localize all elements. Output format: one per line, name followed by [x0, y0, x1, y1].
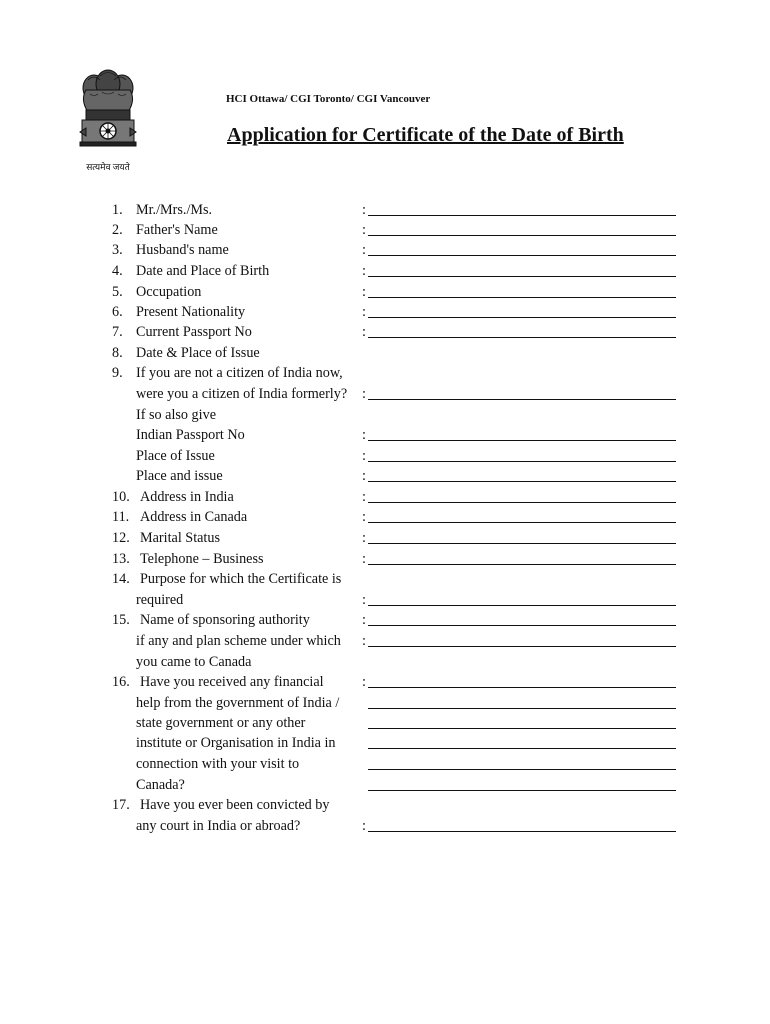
field-colon: : [362, 612, 366, 628]
answer-blank-line[interactable] [368, 461, 676, 462]
field-label: Date & Place of Issue [136, 345, 260, 361]
item-number: 1. [112, 202, 123, 218]
field-colon: : [362, 263, 366, 279]
field-label: if any and plan scheme under which [136, 633, 341, 649]
item-number: 17. [112, 797, 130, 813]
answer-blank-line[interactable] [368, 831, 676, 832]
field-colon: : [362, 674, 366, 690]
answer-blank-line[interactable] [368, 748, 676, 749]
answer-blank-line[interactable] [368, 625, 676, 626]
field-colon: : [362, 202, 366, 218]
answer-blank-line[interactable] [368, 502, 676, 503]
item-number: 5. [112, 284, 123, 300]
answer-blank-line[interactable] [368, 317, 676, 318]
field-label: Indian Passport No [136, 427, 245, 443]
field-label: Husband's name [136, 242, 229, 258]
field-label: Telephone – Business [140, 551, 264, 567]
office-header: HCI Ottawa/ CGI Toronto/ CGI Vancouver [226, 93, 431, 105]
answer-blank-line[interactable] [368, 481, 676, 482]
answer-blank-line[interactable] [368, 297, 676, 298]
national-emblem-icon [72, 68, 144, 174]
answer-blank-line[interactable] [368, 337, 676, 338]
item-number: 15. [112, 612, 130, 628]
field-label: Occupation [136, 284, 202, 300]
field-colon: : [362, 448, 366, 464]
answer-blank-line[interactable] [368, 646, 676, 647]
field-label: help from the government of India / [136, 695, 340, 711]
item-number: 4. [112, 263, 123, 279]
item-number: 10. [112, 489, 130, 505]
field-label: Place and issue [136, 468, 223, 484]
field-colon: : [362, 304, 366, 320]
item-number: 9. [112, 365, 123, 381]
field-label: Name of sponsoring authority [140, 612, 310, 628]
item-number: 14. [112, 571, 130, 587]
item-number: 13. [112, 551, 130, 567]
field-colon: : [362, 818, 366, 834]
field-colon: : [362, 592, 366, 608]
field-colon: : [362, 386, 366, 402]
field-label: Current Passport No [136, 324, 252, 340]
field-label: connection with your visit to [136, 756, 300, 772]
field-label: Address in India [140, 489, 234, 505]
answer-blank-line[interactable] [368, 543, 676, 544]
answer-blank-line[interactable] [368, 708, 676, 709]
answer-blank-line[interactable] [368, 605, 676, 606]
answer-blank-line[interactable] [368, 522, 676, 523]
field-label: Father's Name [136, 222, 218, 238]
answer-blank-line[interactable] [368, 440, 676, 441]
item-number: 16. [112, 674, 130, 690]
answer-blank-line[interactable] [368, 215, 676, 216]
field-label: Purpose for which the Certificate is [140, 571, 342, 587]
field-label: Address in Canada [140, 509, 248, 525]
field-label: If so also give [136, 407, 216, 423]
field-colon: : [362, 324, 366, 340]
field-label: Present Nationality [136, 304, 246, 320]
item-number: 12. [112, 530, 130, 546]
answer-blank-line[interactable] [368, 769, 676, 770]
field-label: required [136, 592, 184, 608]
field-label: institute or Organisation in India in [136, 735, 336, 751]
field-label: Have you ever been convicted by [140, 797, 330, 813]
lion-capital-icon [72, 68, 144, 160]
field-label: any court in India or abroad? [136, 818, 301, 834]
field-label: Marital Status [140, 530, 220, 546]
field-colon: : [362, 242, 366, 258]
page-title: Application for Certificate of the Date of Birth [227, 124, 624, 146]
item-number: 7. [112, 324, 123, 340]
field-label: If you are not a citizen of India now, [136, 365, 343, 381]
field-label: Mr./Mrs./Ms. [136, 202, 213, 218]
field-colon: : [362, 530, 366, 546]
field-colon: : [362, 468, 366, 484]
field-colon: : [362, 427, 366, 443]
answer-blank-line[interactable] [368, 399, 676, 400]
item-number: 6. [112, 304, 123, 320]
field-label: Canada? [136, 777, 185, 793]
item-number: 3. [112, 242, 123, 258]
answer-blank-line[interactable] [368, 728, 676, 729]
field-colon: : [362, 284, 366, 300]
field-label: Place of Issue [136, 448, 215, 464]
answer-blank-line[interactable] [368, 235, 676, 236]
answer-blank-line[interactable] [368, 564, 676, 565]
field-label: state government or any other [136, 715, 306, 731]
field-label: you came to Canada [136, 654, 252, 670]
field-colon: : [362, 509, 366, 525]
field-label: were you a citizen of India formerly? [136, 386, 348, 402]
answer-blank-line[interactable] [368, 276, 676, 277]
field-colon: : [362, 489, 366, 505]
item-number: 11. [112, 509, 130, 525]
item-number: 2. [112, 222, 123, 238]
emblem-motto: सत्यमेव जयते [86, 162, 130, 172]
field-colon: : [362, 633, 366, 649]
field-colon: : [362, 551, 366, 567]
field-colon: : [362, 222, 366, 238]
field-label: Have you received any financial [140, 674, 324, 690]
item-number: 8. [112, 345, 123, 361]
answer-blank-line[interactable] [368, 790, 676, 791]
answer-blank-line[interactable] [368, 687, 676, 688]
field-label: Date and Place of Birth [136, 263, 270, 279]
answer-blank-line[interactable] [368, 255, 676, 256]
